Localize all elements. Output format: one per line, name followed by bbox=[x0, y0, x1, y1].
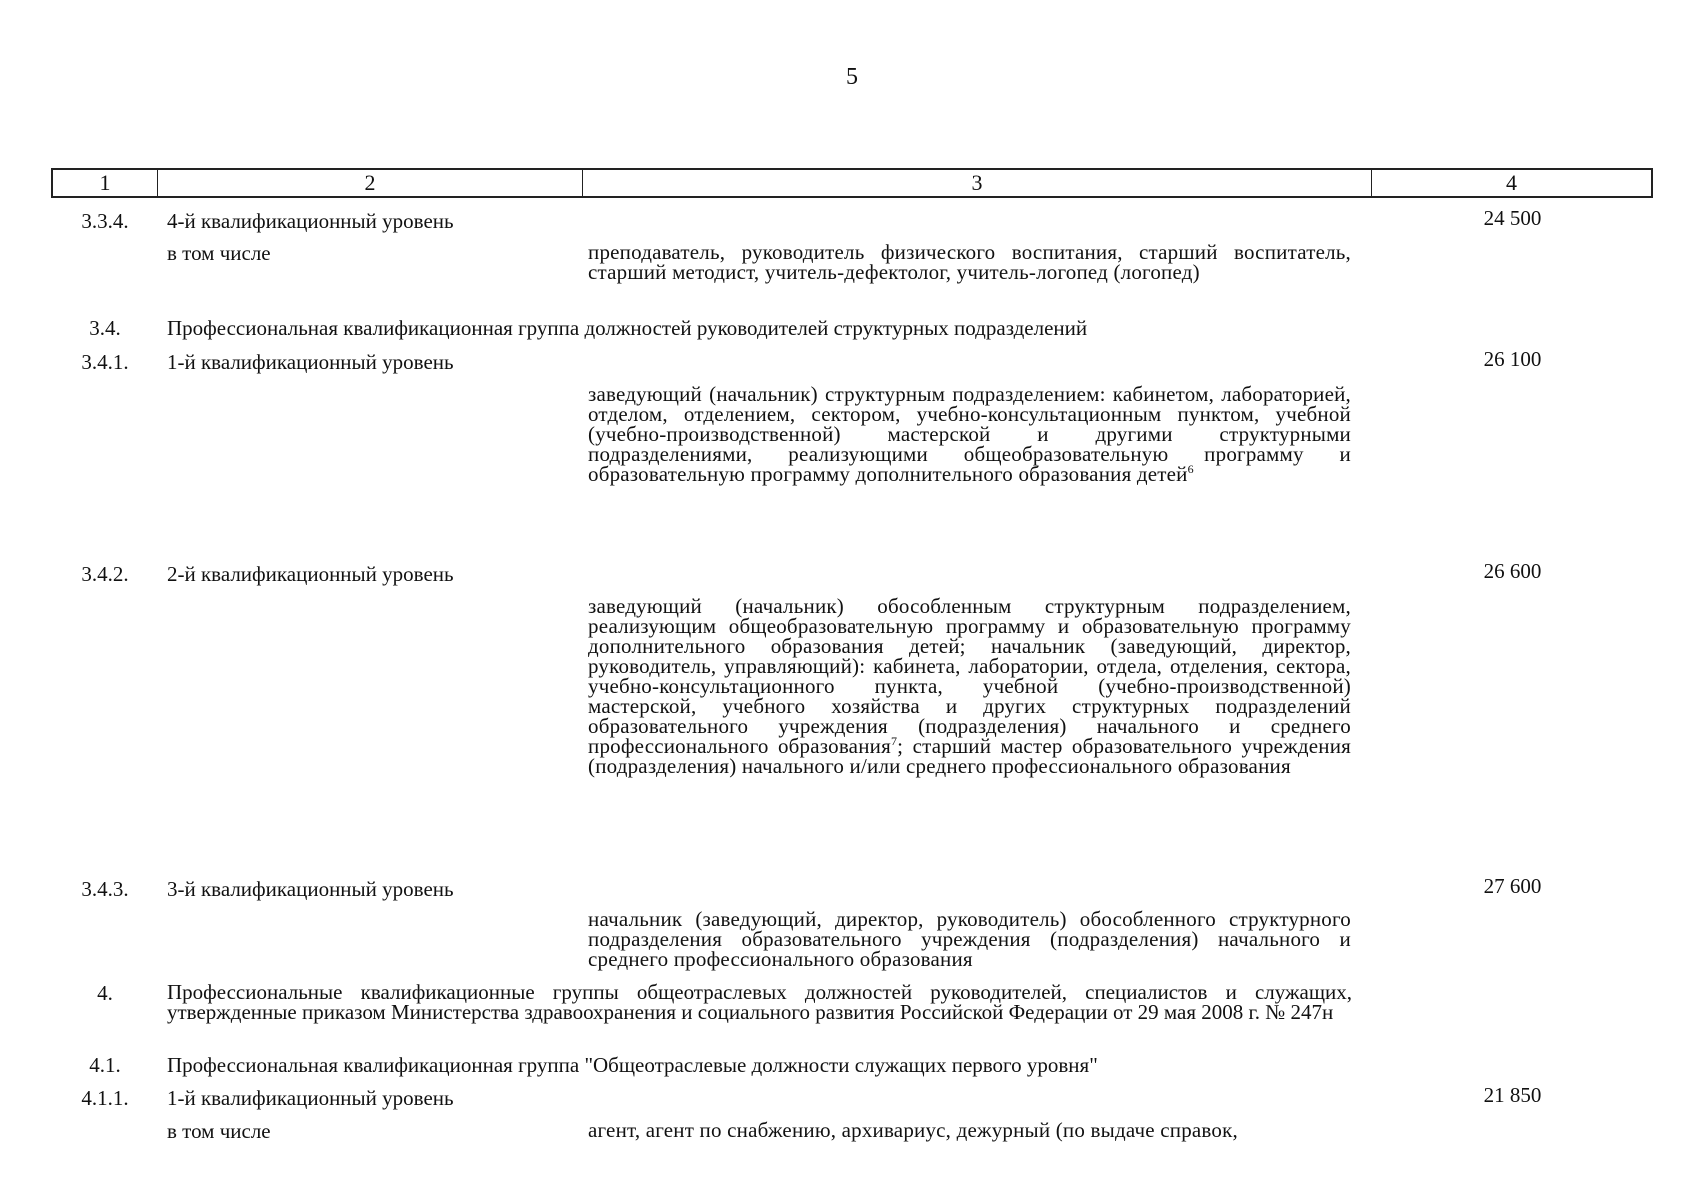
row-positions: преподаватель, руководитель физического воспитания, старший воспитатель, старший методист, учитель-дефектолог, учитель-логопед (логопед) bbox=[588, 240, 1351, 284]
row-positions: заведующий (начальник) обособленным структурным подразделением, реализующим общеобразовательную программу и образовательную программу дополнительного образования детей; начальник (заведующий, директор, руководитель, управляющий): кабинета, лаборатории, отдела, отделения, сектора, учебно-консультационного пункта, учебной (учебно-производственной) мастерской, учебного хозяйства и других структурных подразделений образовательного учреждения (подразделения) начального и среднего профессионального образования$^7$; старший мастер образовательного учреждения (подразделения) начального и/или среднего профессионального образования bbox=[588, 594, 1351, 778]
row-sub-label: в том числе bbox=[167, 1119, 271, 1143]
row-number: 3.4.1. bbox=[81, 350, 129, 374]
row-positions: начальник (заведующий, директор, руководитель) обособленного структурного подразделения образовательного учреждения (подразделения) начального и среднего профессионального образования bbox=[588, 907, 1351, 971]
row-number: 4.1.1. bbox=[81, 1086, 129, 1110]
header-col-1: 1 bbox=[53, 170, 158, 196]
row-positions: агент, агент по снабжению, архивариус, дежурный (по выдаче справок, bbox=[588, 1118, 1238, 1142]
row-level-name: 4-й квалификационный уровень bbox=[167, 209, 454, 233]
footnote-mark: 7 bbox=[890, 734, 898, 748]
footnote-mark: 6 bbox=[1187, 462, 1194, 476]
header-col-2: 2 bbox=[158, 170, 583, 196]
row-level-name: 2-й квалификационный уровень bbox=[167, 562, 454, 586]
row-group-title: Профессиональные квалификационные группы общеотраслевых должностей руководителей, специалистов и служащих, утвержденные приказом Министерства здравоохранения и социального развития Российской Федерации от 29 мая 2008 г. № 247н bbox=[167, 980, 1352, 1024]
row-salary: 21 850 bbox=[1483, 1083, 1542, 1107]
row-number: 3.4.2. bbox=[81, 562, 129, 586]
header-col-3: 3 bbox=[583, 170, 1372, 196]
row-level-name: 3-й квалификационный уровень bbox=[167, 877, 454, 901]
row-sub-label: в том числе bbox=[167, 241, 271, 265]
header-col-4: 4 bbox=[1506, 170, 1517, 195]
row-salary: 26 100 bbox=[1483, 347, 1542, 371]
row-level-name: 1-й квалификационный уровень bbox=[167, 1086, 454, 1110]
row-group-title: Профессиональная квалификационная группа должностей руководителей структурных подразделений bbox=[167, 316, 1088, 340]
row-number: 3.4. bbox=[89, 316, 121, 340]
row-level-name: 1-й квалификационный уровень bbox=[167, 350, 454, 374]
row-salary: 26 600 bbox=[1483, 559, 1542, 583]
page-number: 5 bbox=[846, 64, 858, 90]
row-positions: заведующий (начальник) структурным подразделением: кабинетом, лабораторией, отделом, отделением, сектором, учебно-консультационным пунктом, учебной (учебно-производственной) мастерской и другими структурными подразделениями, реализующими общеобразовательную программу и образовательную программу дополнительного образования детей$^6$ bbox=[588, 382, 1351, 486]
row-number: 3.4.3. bbox=[81, 877, 129, 901]
row-salary: 27 600 bbox=[1483, 874, 1542, 898]
row-salary: 24 500 bbox=[1483, 206, 1542, 230]
row-number: 3.3.4. bbox=[81, 209, 129, 233]
row-number: 4. bbox=[97, 981, 113, 1005]
row-group-title: Профессиональная квалификационная группа "Общеотраслевые должности служащих первого уровня" bbox=[167, 1053, 1098, 1077]
row-number: 4.1. bbox=[89, 1053, 121, 1077]
table-header bbox=[51, 168, 1653, 198]
